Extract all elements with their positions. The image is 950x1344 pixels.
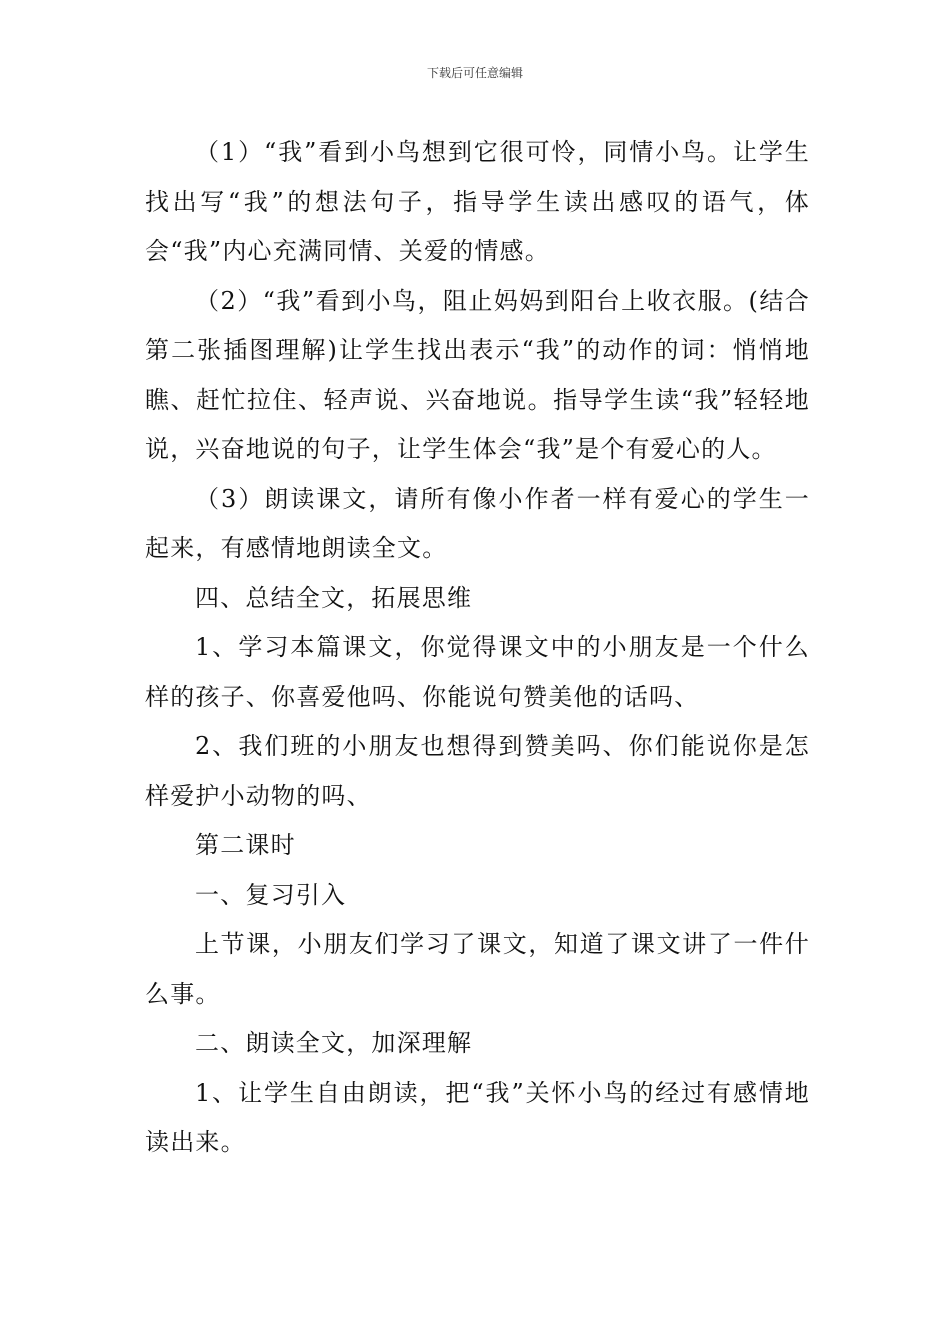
paragraph-question-2: 2、我们班的小朋友也想得到赞美吗、你们能说你是怎样爱护小动物的吗、 [145, 732, 810, 810]
paragraph-2: （2）“我”看到小鸟，阻止妈妈到阳台上收衣服。(结合第二张插图理解)让学生找出表示“我”的动作的词：悄悄地瞧、赶忙拉住、轻声说、兴奋地说。指导学生读“我”轻轻地说，兴奋地说的句子，让学生体会“我”是个有爱心的人。 [145, 286, 810, 463]
section-heading-summary: 四、总结全文，拓展思维 [195, 583, 473, 612]
paragraph-review: 上节课，小朋友们学习了课文，知道了课文讲了一件什么事。 [145, 930, 810, 1008]
section-heading-review: 一、复习引入 [195, 880, 347, 909]
document-body [145, 128, 810, 1168]
paragraph-3: （3）朗读课文，请所有像小作者一样有爱心的学生一起来，有感情地朗读全文。 [145, 484, 810, 562]
paragraph-reading-1: 1、让学生自由朗读，把“我”关怀小鸟的经过有感情地读出来。 [145, 1078, 810, 1156]
page-header: 下载后可任意编辑 [426, 66, 523, 80]
section-heading-reading: 二、朗读全文，加深理解 [195, 1029, 473, 1057]
paragraph-question-1: 1、学习本篇课文，你觉得课文中的小朋友是一个什么样的孩子、你喜爱他吗、你能说句赞美他的话吗、 [145, 633, 810, 711]
lesson-heading-second: 第二课时 [195, 831, 296, 859]
paragraph-1: （1）“我”看到小鸟想到它很可怜，同情小鸟。让学生找出写“我”的想法句子，指导学生读出感叹的语气，体会“我”内心充满同情、关爱的情感。 [145, 138, 810, 265]
